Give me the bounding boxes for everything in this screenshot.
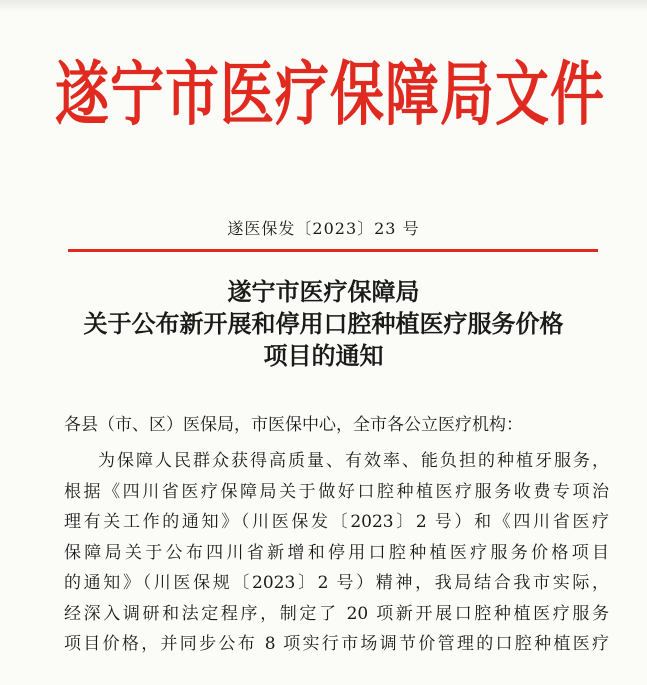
body-line: 为保障人民群众获得高质量、有效率、能负担的种植牙服务， <box>98 451 609 471</box>
body-line: 理有关工作的通知》（川医保发〔2023〕2 号）和《四川省医疗 <box>64 512 609 532</box>
scan-shadow <box>0 0 647 12</box>
body-paragraph <box>64 446 609 660</box>
body-line: 项目价格，并同步公布 8 项实行市场调节价管理的口腔种植医疗 <box>64 634 609 654</box>
red-divider-rule <box>68 249 598 252</box>
notice-title-line: 遂宁市医疗保障局 <box>227 277 420 306</box>
notice-title-line: 关于公布新开展和停用口腔种植医疗服务价格 <box>83 309 564 338</box>
body-line: 保障局关于公布四川省新增和停用口腔种植医疗服务价格项目 <box>64 542 609 563</box>
body-line: 根据《四川省医疗保障局关于做好口腔种植医疗服务收费专项治 <box>64 481 609 502</box>
body-line: 经深入调研和法定程序，制定了 20 项新开展口腔种植医疗服务 <box>64 603 609 624</box>
notice-title-line: 项目的通知 <box>263 341 384 370</box>
notice-title <box>0 276 647 372</box>
document-header-title: 遂宁市医疗保障局文件 <box>55 54 605 135</box>
document-number: 遂医保发〔2023〕23 号 <box>227 219 420 238</box>
salutation: 各县（市、区）医保局，市医保中心，全市各公立医疗机构： <box>64 415 523 435</box>
body-line: 的通知》（川医保规〔2023〕2 号）精神，我局结合我市实际， <box>64 573 609 593</box>
